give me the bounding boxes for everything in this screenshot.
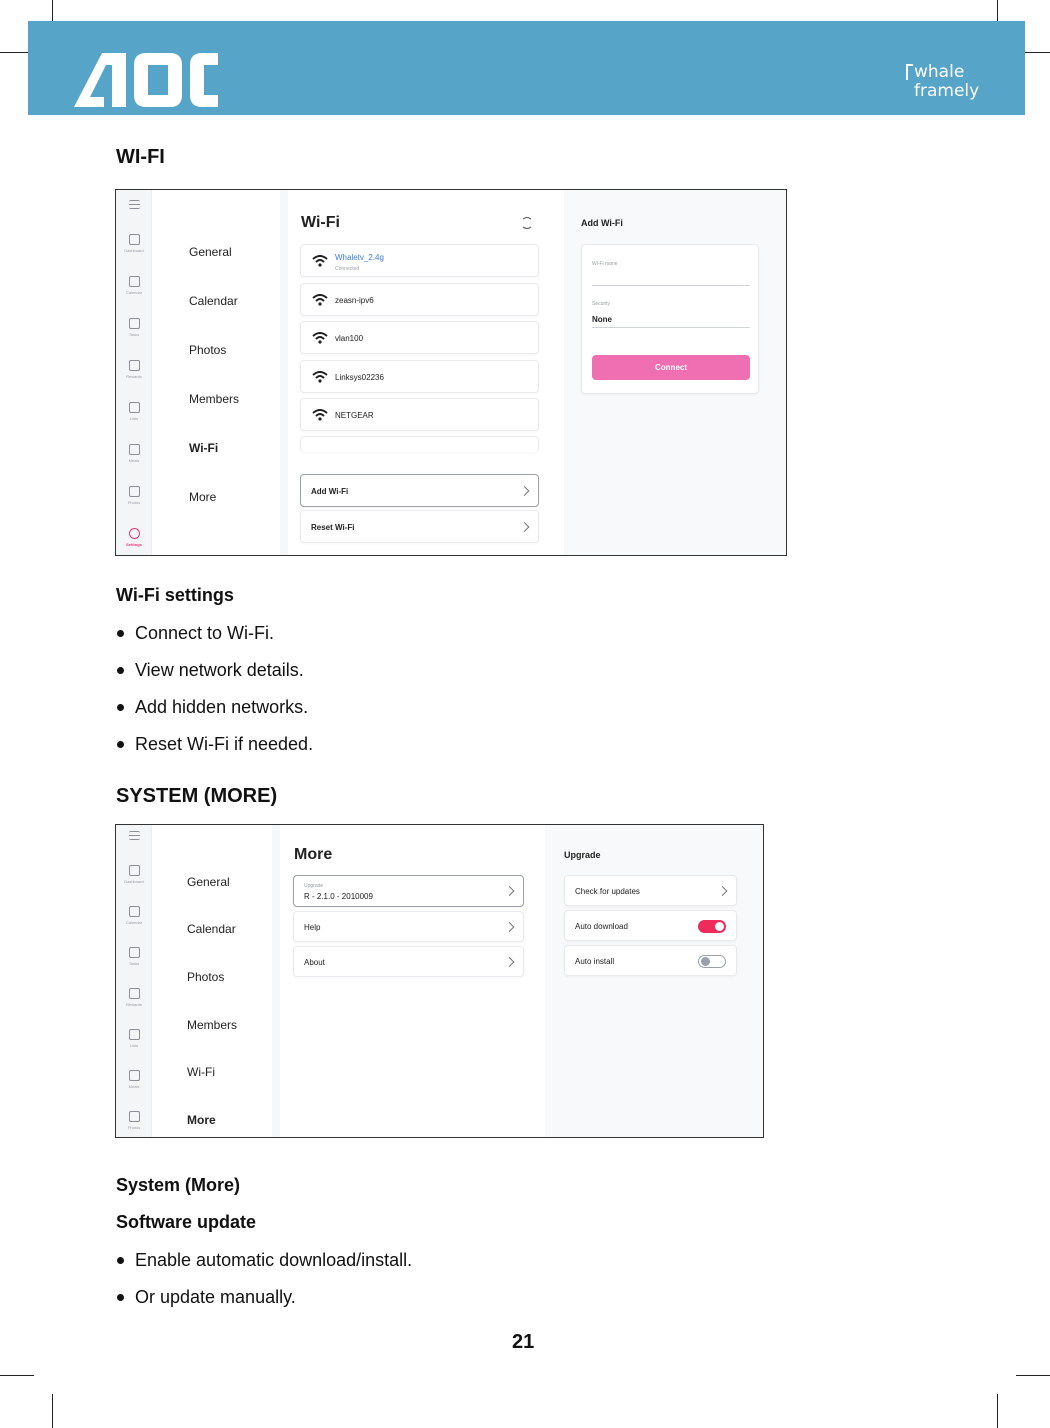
list-icon xyxy=(129,1029,140,1040)
rail-rewards[interactable]: Rewards xyxy=(116,988,152,1007)
security-underline xyxy=(592,327,750,328)
crop-mark xyxy=(0,1375,34,1376)
reset-wifi-label: Reset Wi-Fi xyxy=(311,523,355,532)
rail-meals[interactable]: Meals xyxy=(116,444,152,463)
nav-more[interactable]: More xyxy=(187,1113,216,1127)
aoc-logo xyxy=(74,53,218,107)
about-item[interactable] xyxy=(293,946,524,977)
list-item: Reset Wi-Fi if needed. xyxy=(116,733,313,770)
help-label: Help xyxy=(304,923,321,932)
more-title: More xyxy=(294,846,333,863)
nav-calendar[interactable]: Calendar xyxy=(189,294,238,308)
network-name: Linksys02236 xyxy=(335,373,384,382)
wifi-lock-icon xyxy=(312,294,328,306)
nav-general[interactable]: General xyxy=(189,245,232,259)
rail-tasks[interactable]: Tasks xyxy=(116,947,152,966)
upgrade-item[interactable] xyxy=(293,875,524,907)
star-icon xyxy=(129,360,140,371)
network-item[interactable] xyxy=(300,283,539,316)
wifi-title: Wi-Fi xyxy=(301,214,340,231)
reset-wifi-button[interactable] xyxy=(300,510,539,543)
nav-photos[interactable]: Photos xyxy=(187,970,225,984)
network-name: NETGEAR xyxy=(335,411,374,420)
rail-rewards[interactable]: Rewards xyxy=(116,360,152,379)
version-value: R - 2.1.0 - 2010009 xyxy=(304,892,373,901)
tasks-icon xyxy=(129,318,140,329)
wifi-lock-icon xyxy=(312,332,328,344)
gear-icon xyxy=(129,528,140,539)
upgrade-label: Upgrade xyxy=(304,883,324,889)
network-name: zeasn-ipv6 xyxy=(335,296,374,305)
partner-logo-line2: framely xyxy=(914,81,980,101)
nav-more[interactable]: More xyxy=(189,490,217,504)
system-more-heading: System (More) xyxy=(116,1175,241,1195)
settings-nav xyxy=(152,825,272,1137)
check-updates-label: Check for updates xyxy=(575,887,640,896)
menu-icon[interactable] xyxy=(116,200,152,209)
header-band xyxy=(28,21,1025,115)
app-rail xyxy=(116,825,152,1137)
rail-calendar[interactable]: Calendar xyxy=(116,276,152,295)
network-name: Whaletv_2.4g xyxy=(335,253,384,262)
auto-download-item xyxy=(564,910,737,941)
wifi-lock-icon xyxy=(312,255,328,267)
add-wifi-button[interactable] xyxy=(300,474,539,507)
upgrade-pane xyxy=(545,825,764,1137)
auto-download-toggle[interactable] xyxy=(698,920,726,933)
nav-members[interactable]: Members xyxy=(189,392,240,406)
wifi-screenshot xyxy=(115,189,787,556)
wifi-settings-heading: Wi-Fi settings xyxy=(116,585,234,605)
chevron-right-icon xyxy=(505,957,515,967)
divider xyxy=(280,190,288,555)
list-item: Enable automatic download/install. xyxy=(116,1249,412,1286)
add-wifi-label: Add Wi-Fi xyxy=(311,487,349,496)
network-item[interactable] xyxy=(300,360,539,393)
crop-mark xyxy=(52,1394,53,1428)
rail-tasks[interactable]: Tasks xyxy=(116,318,152,337)
rail-dashboard[interactable]: Dashboard xyxy=(116,865,152,884)
refresh-icon[interactable] xyxy=(521,217,533,229)
crop-mark xyxy=(997,1394,998,1428)
rail-meals[interactable]: Meals xyxy=(116,1070,152,1089)
whale-framely-logo xyxy=(906,63,979,101)
rail-settings[interactable]: Settings xyxy=(116,528,152,547)
auto-install-label: Auto install xyxy=(575,957,615,966)
auto-download-label: Auto download xyxy=(575,922,628,931)
network-name: vlan100 xyxy=(335,334,364,343)
wifi-name-input[interactable] xyxy=(592,285,750,286)
rail-lists[interactable]: Lists xyxy=(116,1029,152,1048)
chevron-right-icon xyxy=(520,486,530,496)
system-heading: SYSTEM (MORE) xyxy=(116,785,278,807)
network-status: Connected xyxy=(335,266,360,272)
security-select[interactable]: None xyxy=(592,315,612,324)
rail-dashboard[interactable]: Dashboard xyxy=(116,234,152,253)
wifi-icon xyxy=(312,371,328,383)
list-item: Connect to Wi-Fi. xyxy=(116,622,313,659)
rail-calendar[interactable]: Calendar xyxy=(116,906,152,925)
connect-button[interactable]: Connect xyxy=(592,355,750,380)
list-item: View network details. xyxy=(116,659,313,696)
menu-icon[interactable] xyxy=(116,831,152,840)
calendar-icon xyxy=(129,276,140,287)
chevron-right-icon xyxy=(505,922,515,932)
meals-icon xyxy=(129,444,140,455)
rail-photos[interactable]: Photos xyxy=(116,1111,152,1130)
check-updates-item[interactable] xyxy=(564,875,737,906)
wifi-bullet-list xyxy=(116,622,313,770)
page-number: 21 xyxy=(512,1331,535,1353)
nav-wifi[interactable]: Wi-Fi xyxy=(189,441,219,455)
chevron-right-icon xyxy=(520,522,530,532)
tasks-icon xyxy=(129,947,140,958)
auto-install-toggle[interactable] xyxy=(698,955,726,968)
network-item-partial[interactable] xyxy=(300,436,539,452)
list-item: Add hidden networks. xyxy=(116,696,313,733)
crop-mark xyxy=(1016,1375,1050,1376)
photo-icon xyxy=(129,486,140,497)
list-item: Or update manually. xyxy=(116,1286,412,1323)
dashboard-icon xyxy=(129,234,140,245)
software-update-heading: Software update xyxy=(116,1212,257,1232)
photo-icon xyxy=(129,1111,140,1122)
help-item[interactable] xyxy=(293,911,524,942)
system-bullet-list xyxy=(116,1249,412,1323)
wifi-name-label: Wi-Fi name xyxy=(592,261,618,267)
network-item[interactable] xyxy=(300,321,539,354)
nav-general[interactable]: General xyxy=(187,875,230,889)
list-icon xyxy=(129,402,140,413)
wifi-lock-icon xyxy=(312,409,328,421)
upgrade-title: Upgrade xyxy=(564,850,601,860)
nav-calendar[interactable]: Calendar xyxy=(187,922,236,936)
settings-nav xyxy=(152,190,280,555)
rail-photos[interactable]: Photos xyxy=(116,486,152,505)
chevron-right-icon xyxy=(505,886,515,896)
network-item[interactable] xyxy=(300,398,539,431)
divider xyxy=(272,825,280,1137)
system-screenshot xyxy=(115,824,764,1138)
add-wifi-form-title: Add Wi-Fi xyxy=(581,218,623,228)
nav-photos[interactable]: Photos xyxy=(189,343,227,357)
about-label: About xyxy=(304,958,325,967)
chevron-right-icon xyxy=(718,886,728,896)
wifi-heading: WI-FI xyxy=(116,146,165,168)
meals-icon xyxy=(129,1070,140,1081)
star-icon xyxy=(129,988,140,999)
security-label: Security xyxy=(592,301,611,307)
network-item[interactable] xyxy=(300,244,539,277)
partner-logo-line1: whale xyxy=(906,63,979,82)
rail-lists[interactable]: Lists xyxy=(116,402,152,421)
dashboard-icon xyxy=(129,865,140,876)
app-rail xyxy=(116,190,152,555)
nav-wifi[interactable]: Wi-Fi xyxy=(187,1065,215,1079)
nav-members[interactable]: Members xyxy=(187,1018,238,1032)
add-wifi-form xyxy=(581,244,759,394)
calendar-icon xyxy=(129,906,140,917)
auto-install-item xyxy=(564,945,737,976)
